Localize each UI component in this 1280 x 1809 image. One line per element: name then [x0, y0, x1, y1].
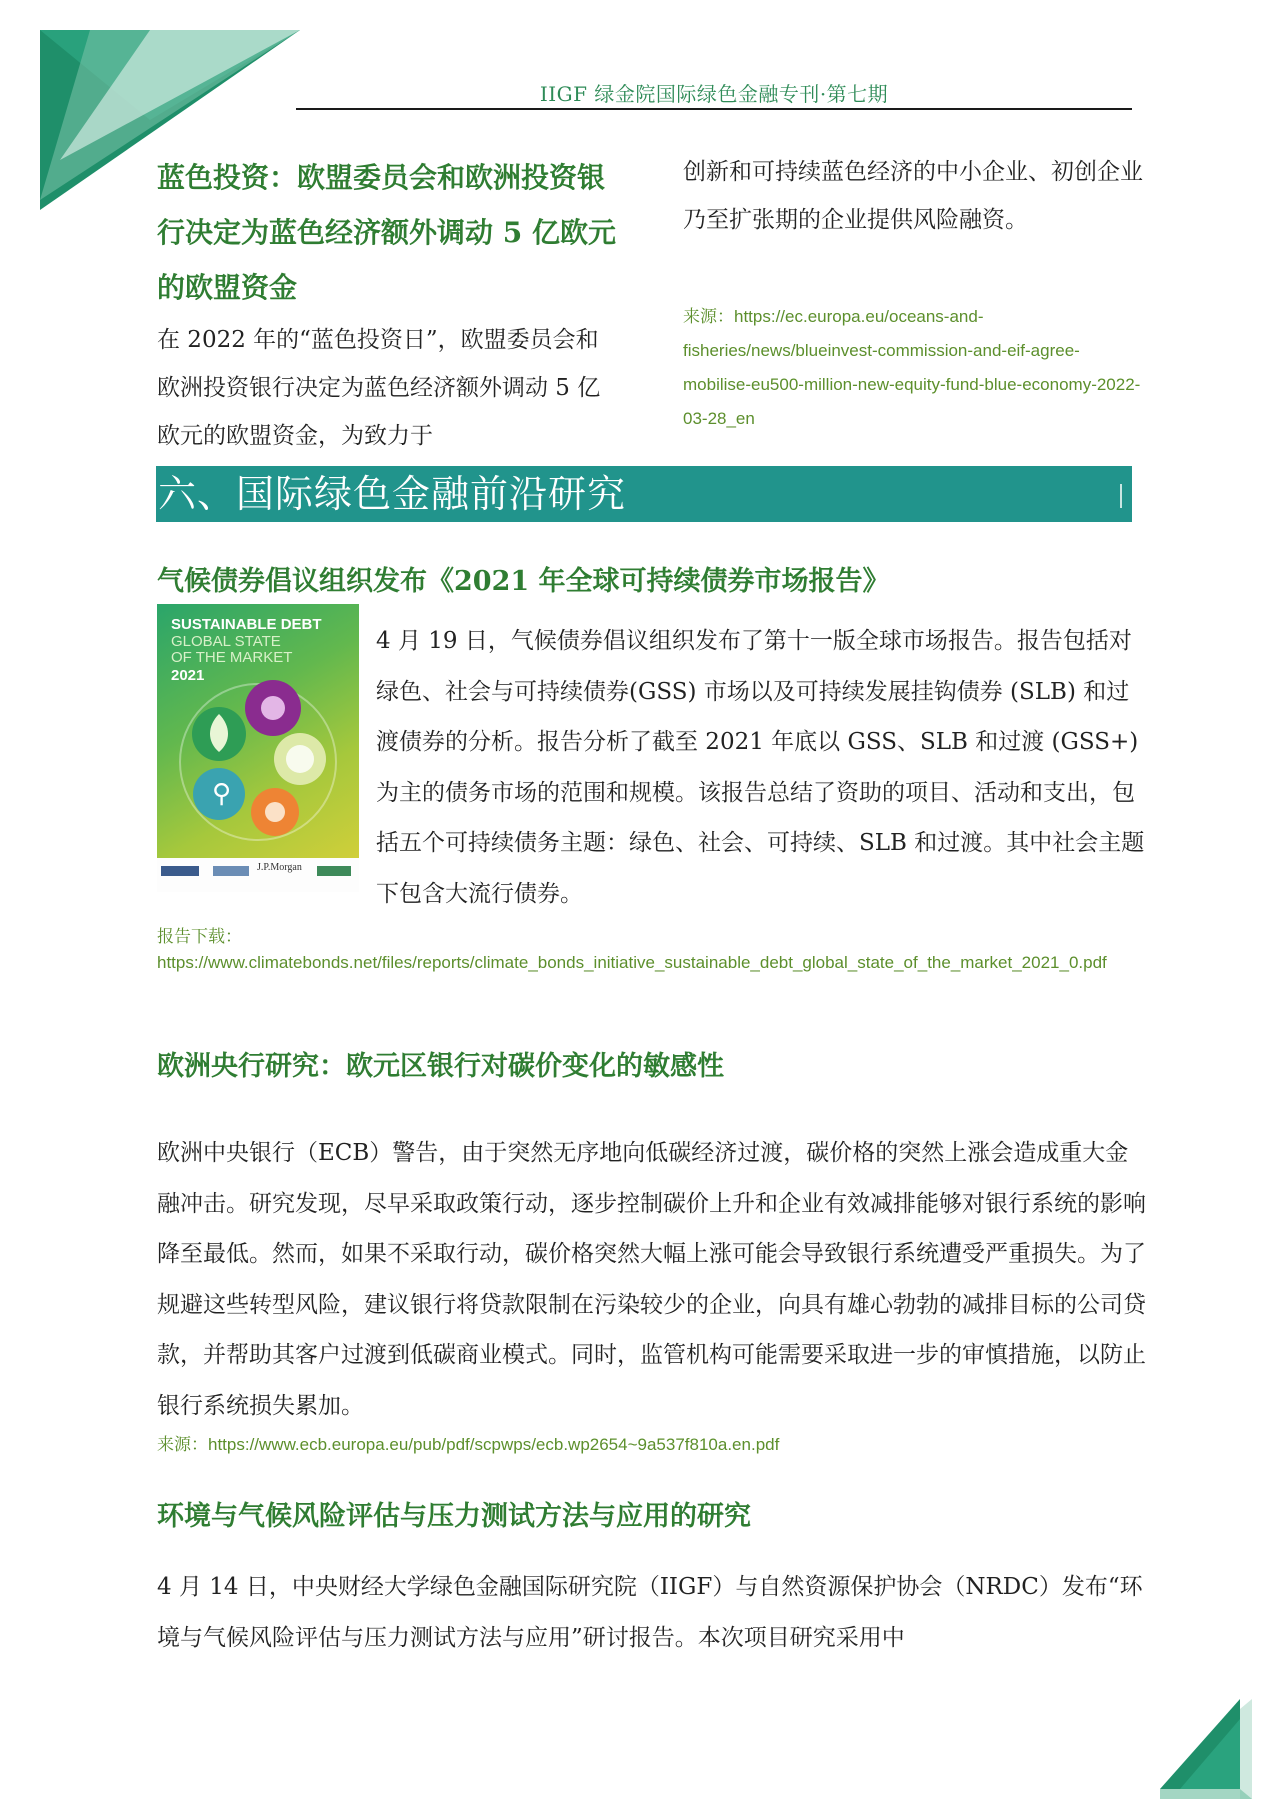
blue-invest-body-left: 在 2022 年的“蓝色投资日”，欧盟委员会和欧洲投资银行决定为蓝色经济额外调动 5 亿欧元的欧盟资金，为致力于 — [157, 327, 601, 449]
cover-illustration — [157, 604, 359, 858]
cbi-report-body: 4 月 19 日，气候债券倡议组织发布了第十一版全球市场报告。报告包括对绿色、社会与可持续债券(GSS) 市场以及可持续发展挂钩债券 (SLB) 和过渡债券的分析。报告分析了截至 2021 年底以 GSS、SLB 和过渡 (GSS+) 为主的债务市场的范围和规模。该报告总结了资助的项目、活动和支出，包括五个可持续债务主题：绿色、社会、可持续、SLB 和过渡。其中社会主题下包含大流行债券。 — [376, 628, 1145, 907]
stress-test-body: 4 月 14 日，中央财经大学绿色金融国际研究院（IIGF）与自然资源保护协会（NRDC）发布“环境与气候风险评估与压力测试方法与应用”研讨报告。本次项目研究采用中 — [157, 1574, 1143, 1651]
corner-decoration-bottom-right — [1160, 1699, 1280, 1809]
ecb-study-body: 欧洲中央银行（ECB）警告，由于突然无序地向低碳经济过渡，碳价格的突然上涨会造成重大金融冲击。研究发现，尽早采取政策行动，逐步控制碳价上升和企业有效减排能够对银行系统的影响降至最低。然而，如果不采取行动，碳价格突然大幅上涨可能会导致银行系统遭受严重损失。为了规避这些转型风险，建议银行将贷款限制在污染较少的企业，向具有雄心勃勃的减排目标的公司贷款，并帮助其客户过渡到低碳商业模式。同时，监管机构可能需要采取进一步的审慎措施，以防止银行系统损失累加。 — [157, 1140, 1146, 1419]
cover-title-line1: SUSTAINABLE DEBT — [171, 616, 322, 633]
cover-logo-partner — [213, 866, 249, 876]
blue-invest-body-right: 创新和可持续蓝色经济的中小企业、初创企业乃至扩张期的企业提供风险融资。 — [683, 159, 1143, 233]
svg-text:⚲: ⚲ — [212, 779, 232, 809]
report-cover-image — [157, 604, 359, 858]
header-title: IIGF 绿金院国际绿色金融专刊·第七期 — [539, 82, 889, 106]
cover-logo-jpmorgan: J.P.Morgan — [257, 862, 302, 873]
cover-logo-strip — [157, 858, 359, 892]
cover-logo-sponsor — [317, 866, 351, 876]
section-bar-marker — [1120, 484, 1122, 508]
blue-invest-title: 蓝色投资：欧盟委员会和欧洲投资银行决定为蓝色经济额外调动 5 亿欧元的欧盟资金 — [157, 161, 616, 304]
ecb-study-source-link[interactable]: 来源：https://www.ecb.europa.eu/pub/pdf/scpwps/ecb.wp2654~9a537f810a.en.pdf — [157, 1435, 780, 1454]
cover-logo-cbi — [161, 866, 199, 876]
cover-title-line2: GLOBAL STATE — [171, 633, 281, 650]
cbi-report-title: 气候债券倡议组织发布《2021 年全球可持续债券市场报告》 — [157, 566, 890, 597]
cbi-report-download-link[interactable]: https://www.climatebonds.net/files/reports/climate_bonds_initiative_sustainable_debt_global_state_of_the_market_2021_0.pdf — [157, 953, 1107, 972]
cover-year: 2021 — [171, 667, 205, 684]
header-divider — [296, 108, 1132, 110]
cbi-report-download-label: 报告下载： — [157, 927, 242, 946]
cover-title-line3: OF THE MARKET — [171, 649, 293, 666]
stress-test-title: 环境与气候风险评估与压力测试方法与应用的研究 — [157, 1501, 751, 1532]
blue-invest-source-link[interactable]: 来源：https://ec.europa.eu/oceans-and-fisheries/news/blueinvest-commission-and-eif-agree-mobilise-eu500-million-new-equity-fund-blue-economy-2022-03-28_en — [683, 307, 1141, 428]
section-header-bar — [156, 466, 1132, 522]
ecb-study-title: 欧洲央行研究：欧元区银行对碳价变化的敏感性 — [157, 1051, 724, 1082]
section-title: 六、国际绿色金融前沿研究 — [158, 472, 627, 516]
